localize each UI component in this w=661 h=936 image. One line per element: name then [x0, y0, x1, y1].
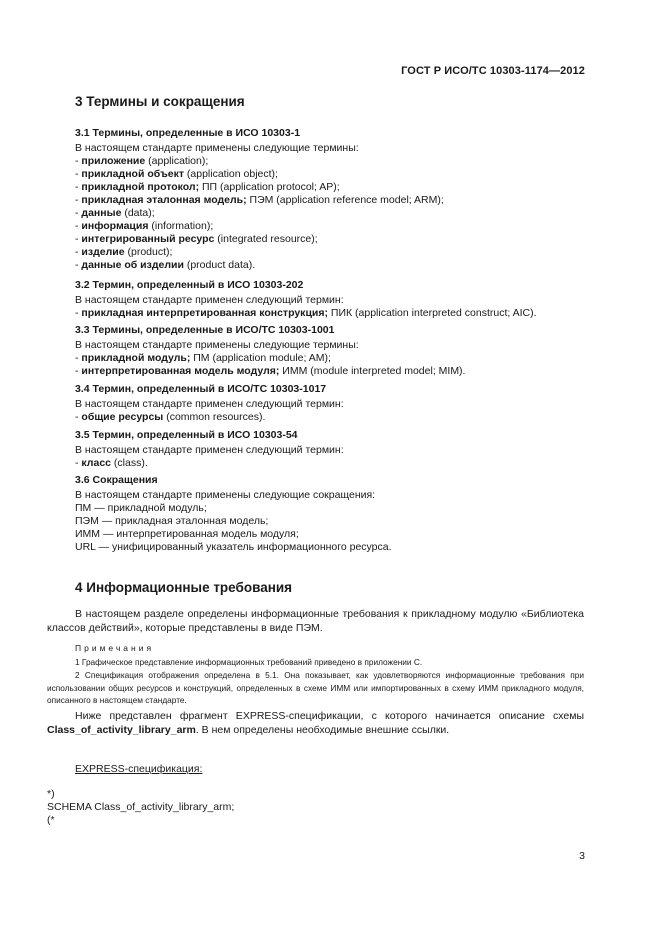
section-4-title: 4 Информационные требования	[75, 580, 293, 595]
term-item: - прикладной протокол; ПП (application protocol; AP);	[75, 181, 340, 193]
notes-heading: Примечания	[75, 643, 155, 653]
subsection-3-5-title: 3.5 Термин, определенный в ИСО 10303-54	[75, 429, 298, 441]
subsection-3-1-intro: В настоящем стандарте применены следующие термины:	[75, 142, 359, 154]
note-1: 1 Графическое представление информационных требований приведено в приложении С.	[75, 657, 423, 667]
term-item: - класс (class).	[75, 457, 148, 469]
abbreviation-item: ПМ — прикладной модуль;	[75, 502, 207, 514]
subsection-3-6-title: 3.6 Сокращения	[75, 474, 158, 486]
code-line: SCHEMA Class_of_activity_library_arm;	[47, 801, 235, 813]
term-item: - прикладная эталонная модель; ПЭМ (application reference model; ARM);	[75, 194, 444, 206]
document-header: ГОСТ Р ИСО/ТС 10303-1174—2012	[401, 65, 585, 77]
note-2: 2 Спецификация отображения определена в 5.1. Она показывает, как удовлетворяются информационные требования при использовании общих ресурсов и конструкций, определенных в схеме ИММ или импортированных в схему ИММ прикладного модуля, описанного в настоящем стандарте.	[47, 670, 584, 706]
term-item: - данные об изделии (product data).	[75, 259, 256, 271]
subsection-3-4-title: 3.4 Термин, определенный в ИСО/ТС 10303-1017	[75, 383, 327, 395]
subsection-3-2-title: 3.2 Термин, определенный в ИСО 10303-202	[75, 279, 304, 291]
express-spec-label: EXPRESS-спецификация:	[75, 763, 203, 775]
term-item: - интерпретированная модель модуля; ИММ (module interpreted model; MIM).	[75, 365, 466, 377]
term-item: - прикладная интерпретированная конструкция; ПИК (application interpreted construct; AIC).	[75, 307, 537, 319]
subsection-3-5-intro: В настоящем стандарте применен следующий термин:	[75, 444, 344, 456]
term-item: - информация (information);	[75, 220, 214, 232]
subsection-3-6-intro: В настоящем стандарте применены следующие сокращения:	[75, 489, 376, 501]
abbreviation-item: URL — унифицированный указатель информационного ресурса.	[75, 541, 392, 553]
subsection-3-4-intro: В настоящем стандарте применен следующий термин:	[75, 398, 344, 410]
term-item: - приложение (application);	[75, 155, 209, 167]
term-item: - изделие (product);	[75, 246, 173, 258]
term-item: - общие ресурсы (common resources).	[75, 411, 266, 423]
code-line: (*	[47, 814, 55, 826]
code-line: *)	[47, 788, 55, 800]
term-item: - прикладной модуль; ПМ (application module; AM);	[75, 352, 331, 364]
section-4-paragraph-2: Ниже представлен фрагмент EXPRESS-спецификации, с которого начинается описание схемы Class_of_activity_library_arm. В нем определены необходимые внешние ссылки.	[47, 710, 584, 736]
term-item: - данные (data);	[75, 207, 155, 219]
section-3-title: 3 Термины и сокращения	[75, 94, 245, 109]
section-4-paragraph-1: В настоящем разделе определены информационные требования к прикладному модулю «Библиотека классов действий», которые представлены в виде ПЭМ.	[47, 608, 584, 634]
term-item: - прикладной объект (application object);	[75, 168, 278, 180]
abbreviation-item: ПЭМ — прикладная эталонная модель;	[75, 515, 269, 527]
term-item: - интегрированный ресурс (integrated resource);	[75, 233, 318, 245]
abbreviation-item: ИММ — интерпретированная модель модуля;	[75, 528, 299, 540]
subsection-3-1-title: 3.1 Термины, определенные в ИСО 10303-1	[75, 127, 301, 139]
schema-name: Class_of_activity_library_arm	[47, 724, 196, 736]
subsection-3-3-title: 3.3 Термины, определенные в ИСО/ТС 10303-1001	[75, 324, 335, 336]
subsection-3-3-intro: В настоящем стандарте применены следующие термины:	[75, 339, 359, 351]
subsection-3-2-intro: В настоящем стандарте применен следующий термин:	[75, 294, 344, 306]
page-number: 3	[579, 850, 585, 862]
